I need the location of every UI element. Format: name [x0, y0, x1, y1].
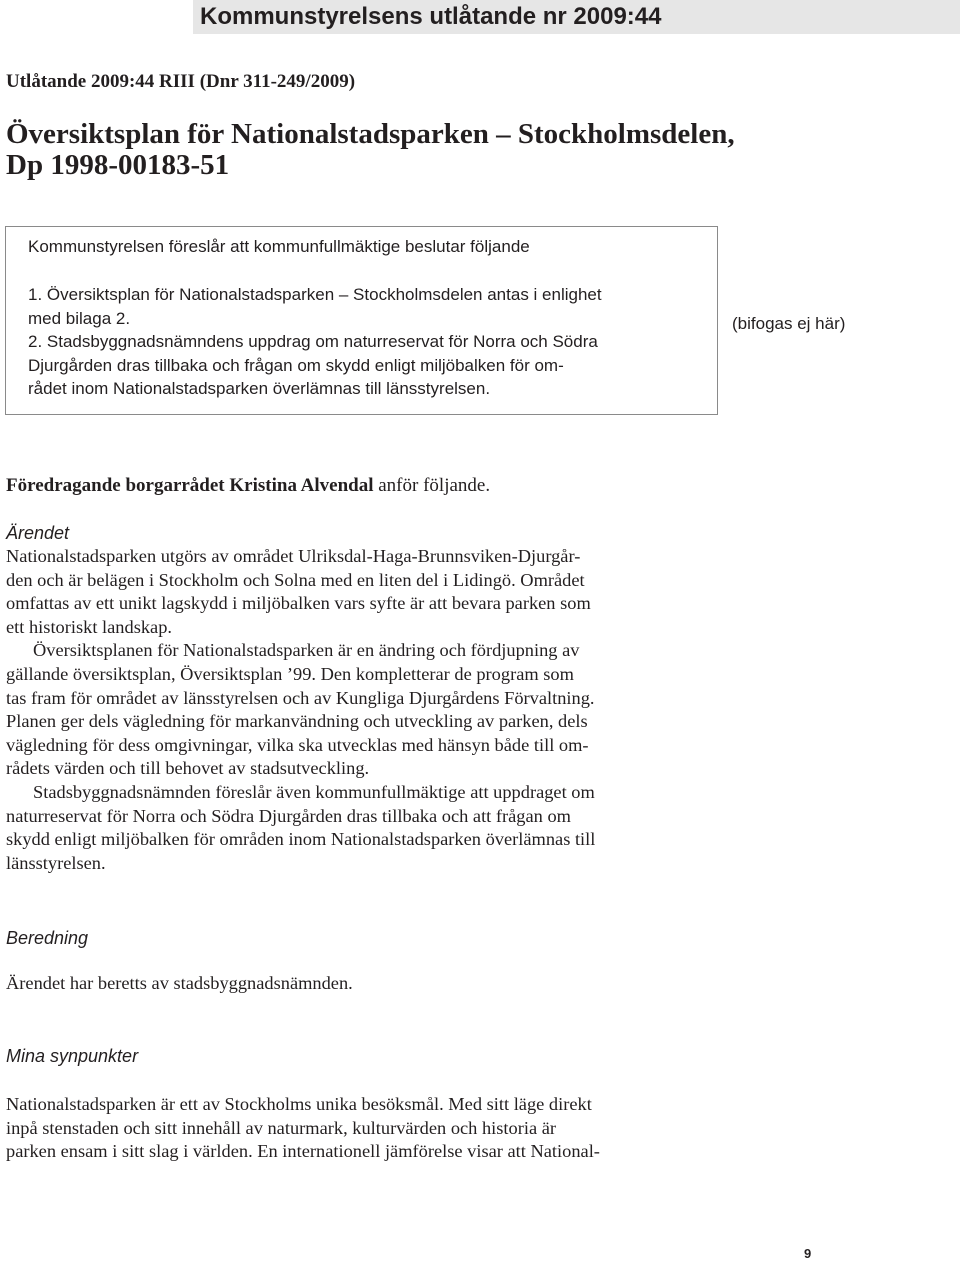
section-heading-arendet: Ärendet	[6, 523, 70, 543]
text-line: skydd enligt miljöbalken för områden inom Nationalstadsparken överlämnas till	[6, 829, 596, 850]
document-title-line-2: Dp 1998-00183-51	[6, 149, 230, 181]
reference-line: Utlåtande 2009:44 RIII (Dnr 311-249/2009)	[6, 71, 356, 92]
section-heading-beredning: Beredning	[6, 928, 89, 948]
text-line: gällande översiktsplan, Översiktsplan ’99. Den kompletterar de program som	[6, 663, 574, 684]
paragraph-1	[6, 545, 711, 639]
proposal-item-2-line-2: Djurgården dras tillbaka och frågan om skydd enligt miljöbalken för om-	[28, 355, 564, 375]
text-line: omfattas av ett unikt lagskydd i miljöbalken vars syfte är att bevara parken som	[6, 593, 591, 614]
text-line: Stadsbyggnadsnämnden föreslår även kommunfullmäktige att uppdraget om	[33, 781, 595, 802]
section-body-synpunkter	[6, 1093, 711, 1164]
section-heading-synpunkter: Mina synpunkter	[6, 1046, 139, 1066]
proposal-item-1-line-2: med bilaga 2.	[28, 308, 131, 328]
text-line: Översiktsplanen för Nationalstadsparken är en ändring och fördjupning av	[33, 640, 580, 661]
text-line: vägledning för dess omgivningar, vilka ska utvecklas med hänsyn både till om-	[6, 734, 589, 755]
page-number: 9	[804, 1246, 812, 1261]
proposal-intro: Kommunstyrelsen föreslår att kommunfullmäktige beslutar följande	[28, 237, 530, 256]
proposal-item-1-line-1: 1. Översiktsplan för Nationalstadsparken – Stockholmsdelen antas i enlighet	[28, 285, 602, 304]
proposal-item-1	[28, 283, 718, 330]
proposal-item-2	[28, 330, 718, 401]
section-body-arendet	[6, 545, 711, 875]
proposal-item-2-line-1: 2. Stadsbyggnadsnämndens uppdrag om naturreservat för Norra och Södra	[28, 332, 598, 351]
paragraph-3	[6, 781, 711, 875]
page-header-title: Kommunstyrelsens utlåtande nr 2009:44	[200, 3, 662, 30]
text-line: Nationalstadsparken utgörs av området Ulriksdal-Haga-Brunnsviken-Djurgår-	[6, 546, 581, 566]
presenter-suffix: anför följande.	[373, 475, 491, 496]
text-line: parken ensam i sitt slag i världen. En internationell jämförelse visar att National-	[6, 1141, 600, 1162]
section-body-beredning	[6, 972, 711, 996]
presenter-line	[6, 474, 490, 498]
proposal-item-2-line-3: rådet inom Nationalstadsparken överlämnas till länsstyrelsen.	[28, 379, 491, 398]
document-title	[6, 119, 766, 181]
text-line: Nationalstadsparken är ett av Stockholms unika besöksmål. Med sitt läge direkt	[6, 1094, 592, 1114]
proposal-box	[5, 226, 718, 415]
text-line: inpå stenstaden och sitt innehåll av naturmark, kulturvärden och historia är	[6, 1117, 557, 1138]
presenter-name: Föredragande borgarrådet Kristina Alvendal	[6, 475, 374, 496]
text-line: ett historiskt landskap.	[6, 616, 173, 637]
paragraph-2	[6, 639, 711, 781]
text-line: länsstyrelsen.	[6, 852, 106, 873]
text-line: naturreservat för Norra och Södra Djurgården dras tillbaka och att frågan om	[6, 805, 571, 826]
text-line: rådets värden och till behovet av stadsutveckling.	[6, 758, 370, 779]
text-line: Planen ger dels vägledning för markanvändning och utveckling av parken, dels	[6, 711, 588, 732]
attachment-note: (bifogas ej här)	[732, 314, 846, 333]
text-line: tas fram för området av länsstyrelsen och av Kungliga Djurgårdens Förvaltning.	[6, 687, 595, 708]
text-line: Ärendet har beretts av stadsbyggnadsnämnden.	[6, 973, 353, 993]
text-line: den och är belägen i Stockholm och Solna med en liten del i Lidingö. Området	[6, 569, 585, 590]
document-title-line-1: Översiktsplan för Nationalstadsparken – Stockholmsdelen,	[6, 118, 735, 150]
